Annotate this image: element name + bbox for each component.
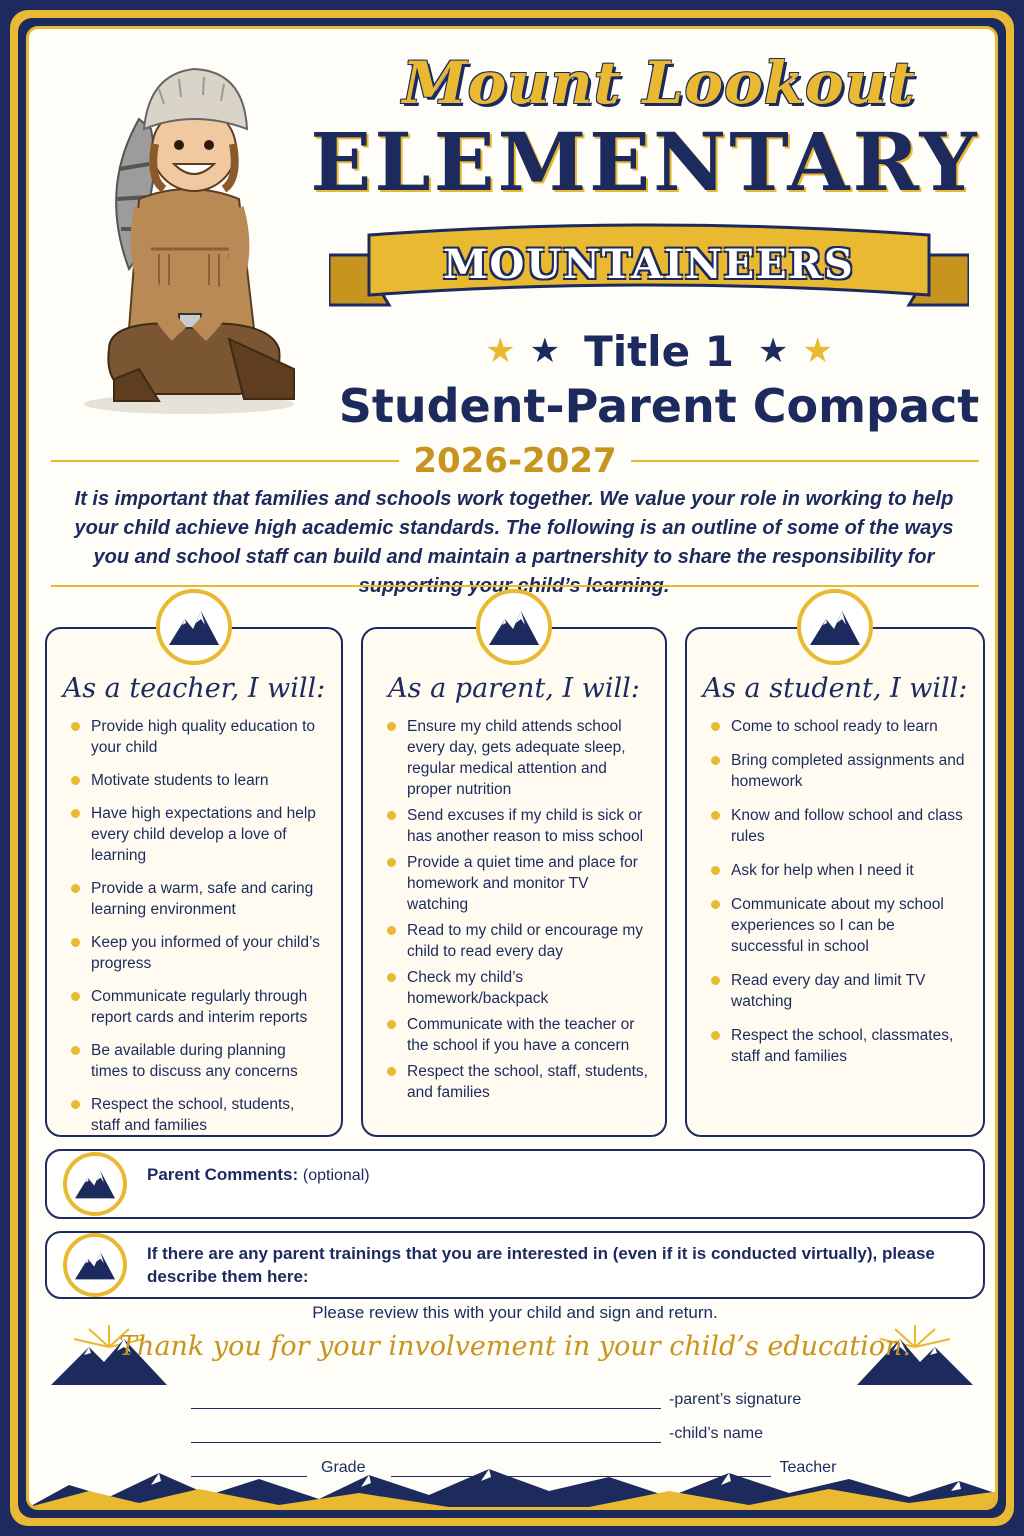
list-item: Ensure my child attends school every day, gets adequate sleep, regular medical attention and proper nutrition [387, 716, 651, 800]
list-item: Respect the school, classmates, staff and families [711, 1025, 969, 1067]
thank-you-message: Thank you for your involvement in your child’s education. [119, 1331, 911, 1362]
list-item: Communicate about my school experiences so I can be successful in school [711, 894, 969, 957]
list-item: Keep you informed of your child’s progress [71, 932, 327, 974]
parent-comments-box[interactable] [45, 1149, 985, 1219]
comments-optional: (optional) [302, 1167, 370, 1184]
mountaineer-mascot-illustration [69, 49, 329, 419]
list-item: Have high expectations and help every child develop a love of learning [71, 803, 327, 866]
student-column [685, 627, 985, 1137]
child-name-label: -child’s name [669, 1425, 763, 1442]
list-item: Ask for help when I need it [711, 860, 969, 881]
parent-trainings-box[interactable] [45, 1231, 985, 1299]
parent-signature-label: -parent’s signature [669, 1391, 802, 1408]
student-heading: As a student, I will: [702, 673, 968, 704]
divider-line [51, 585, 979, 587]
mountain-badge-icon [156, 589, 232, 665]
list-item: Respect the school, students, staff and families [71, 1094, 327, 1136]
list-item: Read every day and limit TV watching [711, 970, 969, 1012]
review-instruction: Please review this with your child and sign and return. [312, 1303, 718, 1322]
star-icon: ★ [485, 332, 516, 370]
title-row [329, 323, 989, 379]
parent-heading: As a parent, I will: [388, 673, 640, 704]
title-line-2: Student-Parent Compact [338, 379, 980, 433]
trainings-label: If there are any parent trainings that you are interested in (even if it is conducted virtually), please describe them here: [147, 1244, 935, 1286]
list-item: Provide a warm, safe and caring learning environment [71, 878, 327, 920]
list-item: Read to my child or encourage my child to read every day [387, 920, 651, 962]
mountain-range-footer [29, 1461, 998, 1507]
teacher-heading: As a teacher, I will: [62, 673, 326, 704]
list-item: Respect the school, staff, students, and families [387, 1061, 651, 1103]
list-item: Provide a quiet time and place for homework and monitor TV watching [387, 852, 651, 915]
title-line-1: Title 1 [584, 326, 734, 376]
mountain-badge-icon [797, 589, 873, 665]
parent-list [387, 716, 651, 1103]
star-icon: ★ [529, 332, 561, 370]
school-name-block: ELEMENTARY [310, 115, 980, 209]
year-divider [51, 439, 979, 483]
divider-line [631, 460, 979, 462]
list-item: Communicate with the teacher or the school if you have a concern [387, 1014, 651, 1056]
school-name-script: Mount Lookout [402, 49, 916, 117]
mascot-banner-text: MOUNTAINEERS [443, 241, 855, 288]
list-item: Send excuses if my child is sick or has another reason to miss school [387, 805, 651, 847]
child-name-row [191, 1419, 763, 1443]
list-item: Know and follow school and class rules [711, 805, 969, 847]
compact-page [26, 26, 998, 1510]
mountain-badge-icon [476, 589, 552, 665]
parent-column [361, 627, 667, 1137]
teacher-column [45, 627, 343, 1137]
list-item: Come to school ready to learn [711, 716, 969, 737]
school-year: 2026-2027 [413, 441, 617, 481]
parent-signature-row [191, 1385, 801, 1409]
student-list [711, 716, 969, 1067]
mountain-badge-icon [63, 1152, 127, 1216]
comments-label: Parent Comments: [147, 1165, 299, 1184]
list-item: Check my child’s homework/backpack [387, 967, 651, 1009]
list-item: Communicate regularly through report cards and interim reports [71, 986, 327, 1028]
intro-paragraph: It is important that families and schools work together. We value your role in working to help your child achieve high academic standards. The following is an outline of some of the ways you and school staff can build and maintain a partnershity to share the responsibility for supporting your child’s learning. [74, 488, 954, 597]
divider-line [51, 460, 399, 462]
list-item: Provide high quality education to your child [71, 716, 327, 758]
star-icon: ★ [757, 332, 789, 370]
teacher-list [71, 716, 327, 1136]
mountain-badge-icon [63, 1233, 127, 1297]
list-item: Be available during planning times to discuss any concerns [71, 1040, 327, 1082]
list-item: Bring completed assignments and homework [711, 750, 969, 792]
grade-label: Grade [321, 1459, 366, 1476]
parent-signature-line[interactable] [191, 1391, 661, 1409]
list-item: Motivate students to learn [71, 770, 327, 791]
child-name-line[interactable] [191, 1425, 661, 1443]
teacher-label: Teacher [779, 1459, 837, 1476]
star-icon: ★ [802, 332, 833, 370]
parent-comments-label [147, 1163, 947, 1187]
